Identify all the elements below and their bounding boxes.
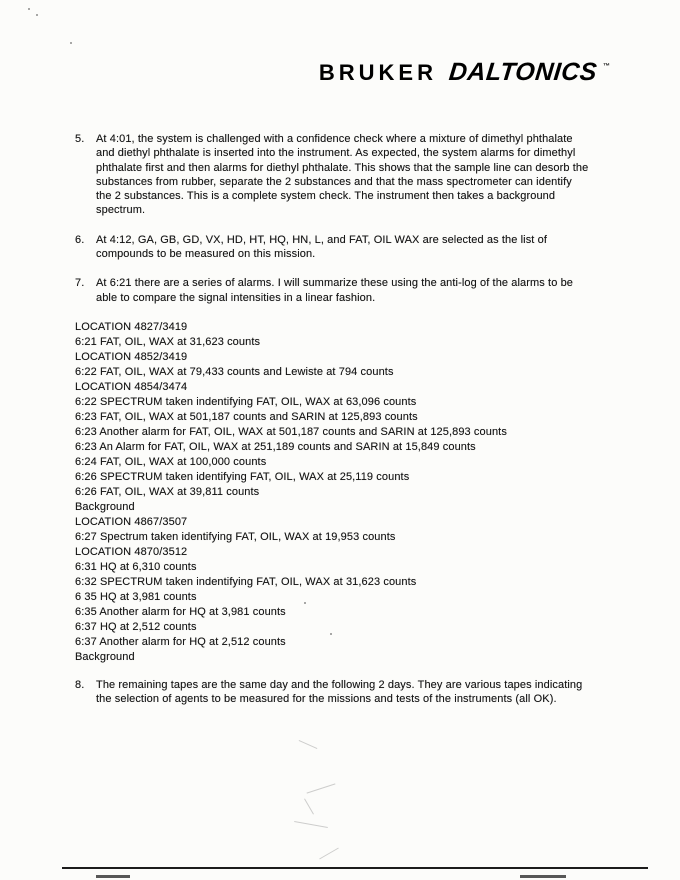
page-footer-rule [62,867,648,869]
bruker-wordmark: BRUKER [318,60,437,85]
log-line: LOCATION 4870/3512 [75,545,188,558]
scan-artifact [299,740,318,749]
scan-artifact [330,633,332,635]
paragraph-6-text: At 4:12, GA, GB, GD, VX, HD, HT, HQ, HN, L, and FAT, OIL WAX are selected as the list of compounds to be measured on this mission. [96,233,547,261]
alarm-log [75,320,589,665]
log-line: LOCATION 4827/3419 [75,320,188,333]
paragraph-5-text: At 4:01, the system is challenged with a confidence check where a mixture of dimethyl phthalate and diethyl phthalate is inserted into the instrument. As expected, the system alarms for dimethyl phthalate first and then alarms for diethyl phthalate. This shows that the sample line can desorb the substances from rubber, separate the 2 substances and that the mass spectrometer can identify the 2 substances. This is a complete system check. The instrument then takes a background spectrum. [96,133,589,217]
scan-artifact [307,783,336,793]
log-line: 6:24 FAT, OIL, WAX at 100,000 counts [75,455,267,468]
log-line: LOCATION 4852/3419 [75,350,188,363]
paragraph-8-number: 8. [75,678,85,691]
logo [319,58,616,87]
paragraph-6-number: 6. [75,233,85,246]
log-line: Background [75,650,135,663]
log-line: 6:22 FAT, OIL, WAX at 79,433 counts and Lewiste at 794 counts [75,365,394,378]
paragraph-8 [75,678,589,707]
scan-artifact [294,821,328,828]
log-line: 6:23 FAT, OIL, WAX at 501,187 counts and SARIN at 125,893 counts [75,410,418,423]
log-line: 6:32 SPECTRUM taken indentifying FAT, OIL, WAX at 31,623 counts [75,575,417,588]
paragraph-7-text: At 6:21 there are a series of alarms. I will summarize these using the anti-log of the alarms to be able to compare the signal intensities in a linear fashion. [96,277,574,304]
log-line: 6:27 Spectrum taken identifying FAT, OIL, WAX at 19,953 counts [75,530,396,543]
log-line: 6:22 SPECTRUM taken indentifying FAT, OIL, WAX at 63,096 counts [75,395,417,408]
scan-artifact [304,602,306,604]
scan-mark [96,875,130,878]
scan-artifact [70,42,72,44]
log-line: 6:37 HQ at 2,512 counts [75,620,197,633]
log-line: Background [75,500,135,513]
paragraph-7-number: 7. [75,277,85,290]
log-line: 6:35 Another alarm for HQ at 3,981 counts [75,605,286,618]
scan-artifact [304,798,314,814]
scan-mark [520,875,566,878]
paragraph-8-text: The remaining tapes are the same day and the following 2 days. They are various tapes indicating the selection of agents to be measured for the missions and tests of the instruments (all OK). [96,678,583,706]
paragraph-5 [75,132,589,218]
log-line: LOCATION 4854/3474 [75,380,188,393]
log-line: 6:23 Another alarm for FAT, OIL, WAX at 501,187 counts and SARIN at 125,893 counts [75,425,507,438]
paragraph-7 [75,276,589,305]
paragraph-6 [75,233,589,262]
log-line: 6 35 HQ at 3,981 counts [75,590,197,603]
log-line: LOCATION 4867/3507 [75,515,188,528]
trademark-symbol: ™ [603,63,610,70]
log-line: 6:21 FAT, OIL, WAX at 31,623 counts [75,335,261,348]
scan-artifact [28,8,30,10]
log-line: 6:26 FAT, OIL, WAX at 39,811 counts [75,485,260,498]
document-body [75,132,589,722]
log-line: 6:31 HQ at 6,310 counts [75,560,197,573]
paragraph-5-number: 5. [75,133,85,145]
log-line: 6:37 Another alarm for HQ at 2,512 counts [75,635,286,648]
scan-artifact [319,848,339,860]
log-line: 6:26 SPECTRUM taken identifying FAT, OIL, WAX at 25,119 counts [75,470,410,483]
daltonics-wordmark: DALTONICS [447,58,599,86]
scan-artifact [36,14,38,16]
log-line: 6:23 An Alarm for FAT, OIL, WAX at 251,189 counts and SARIN at 15,849 counts [75,440,476,453]
